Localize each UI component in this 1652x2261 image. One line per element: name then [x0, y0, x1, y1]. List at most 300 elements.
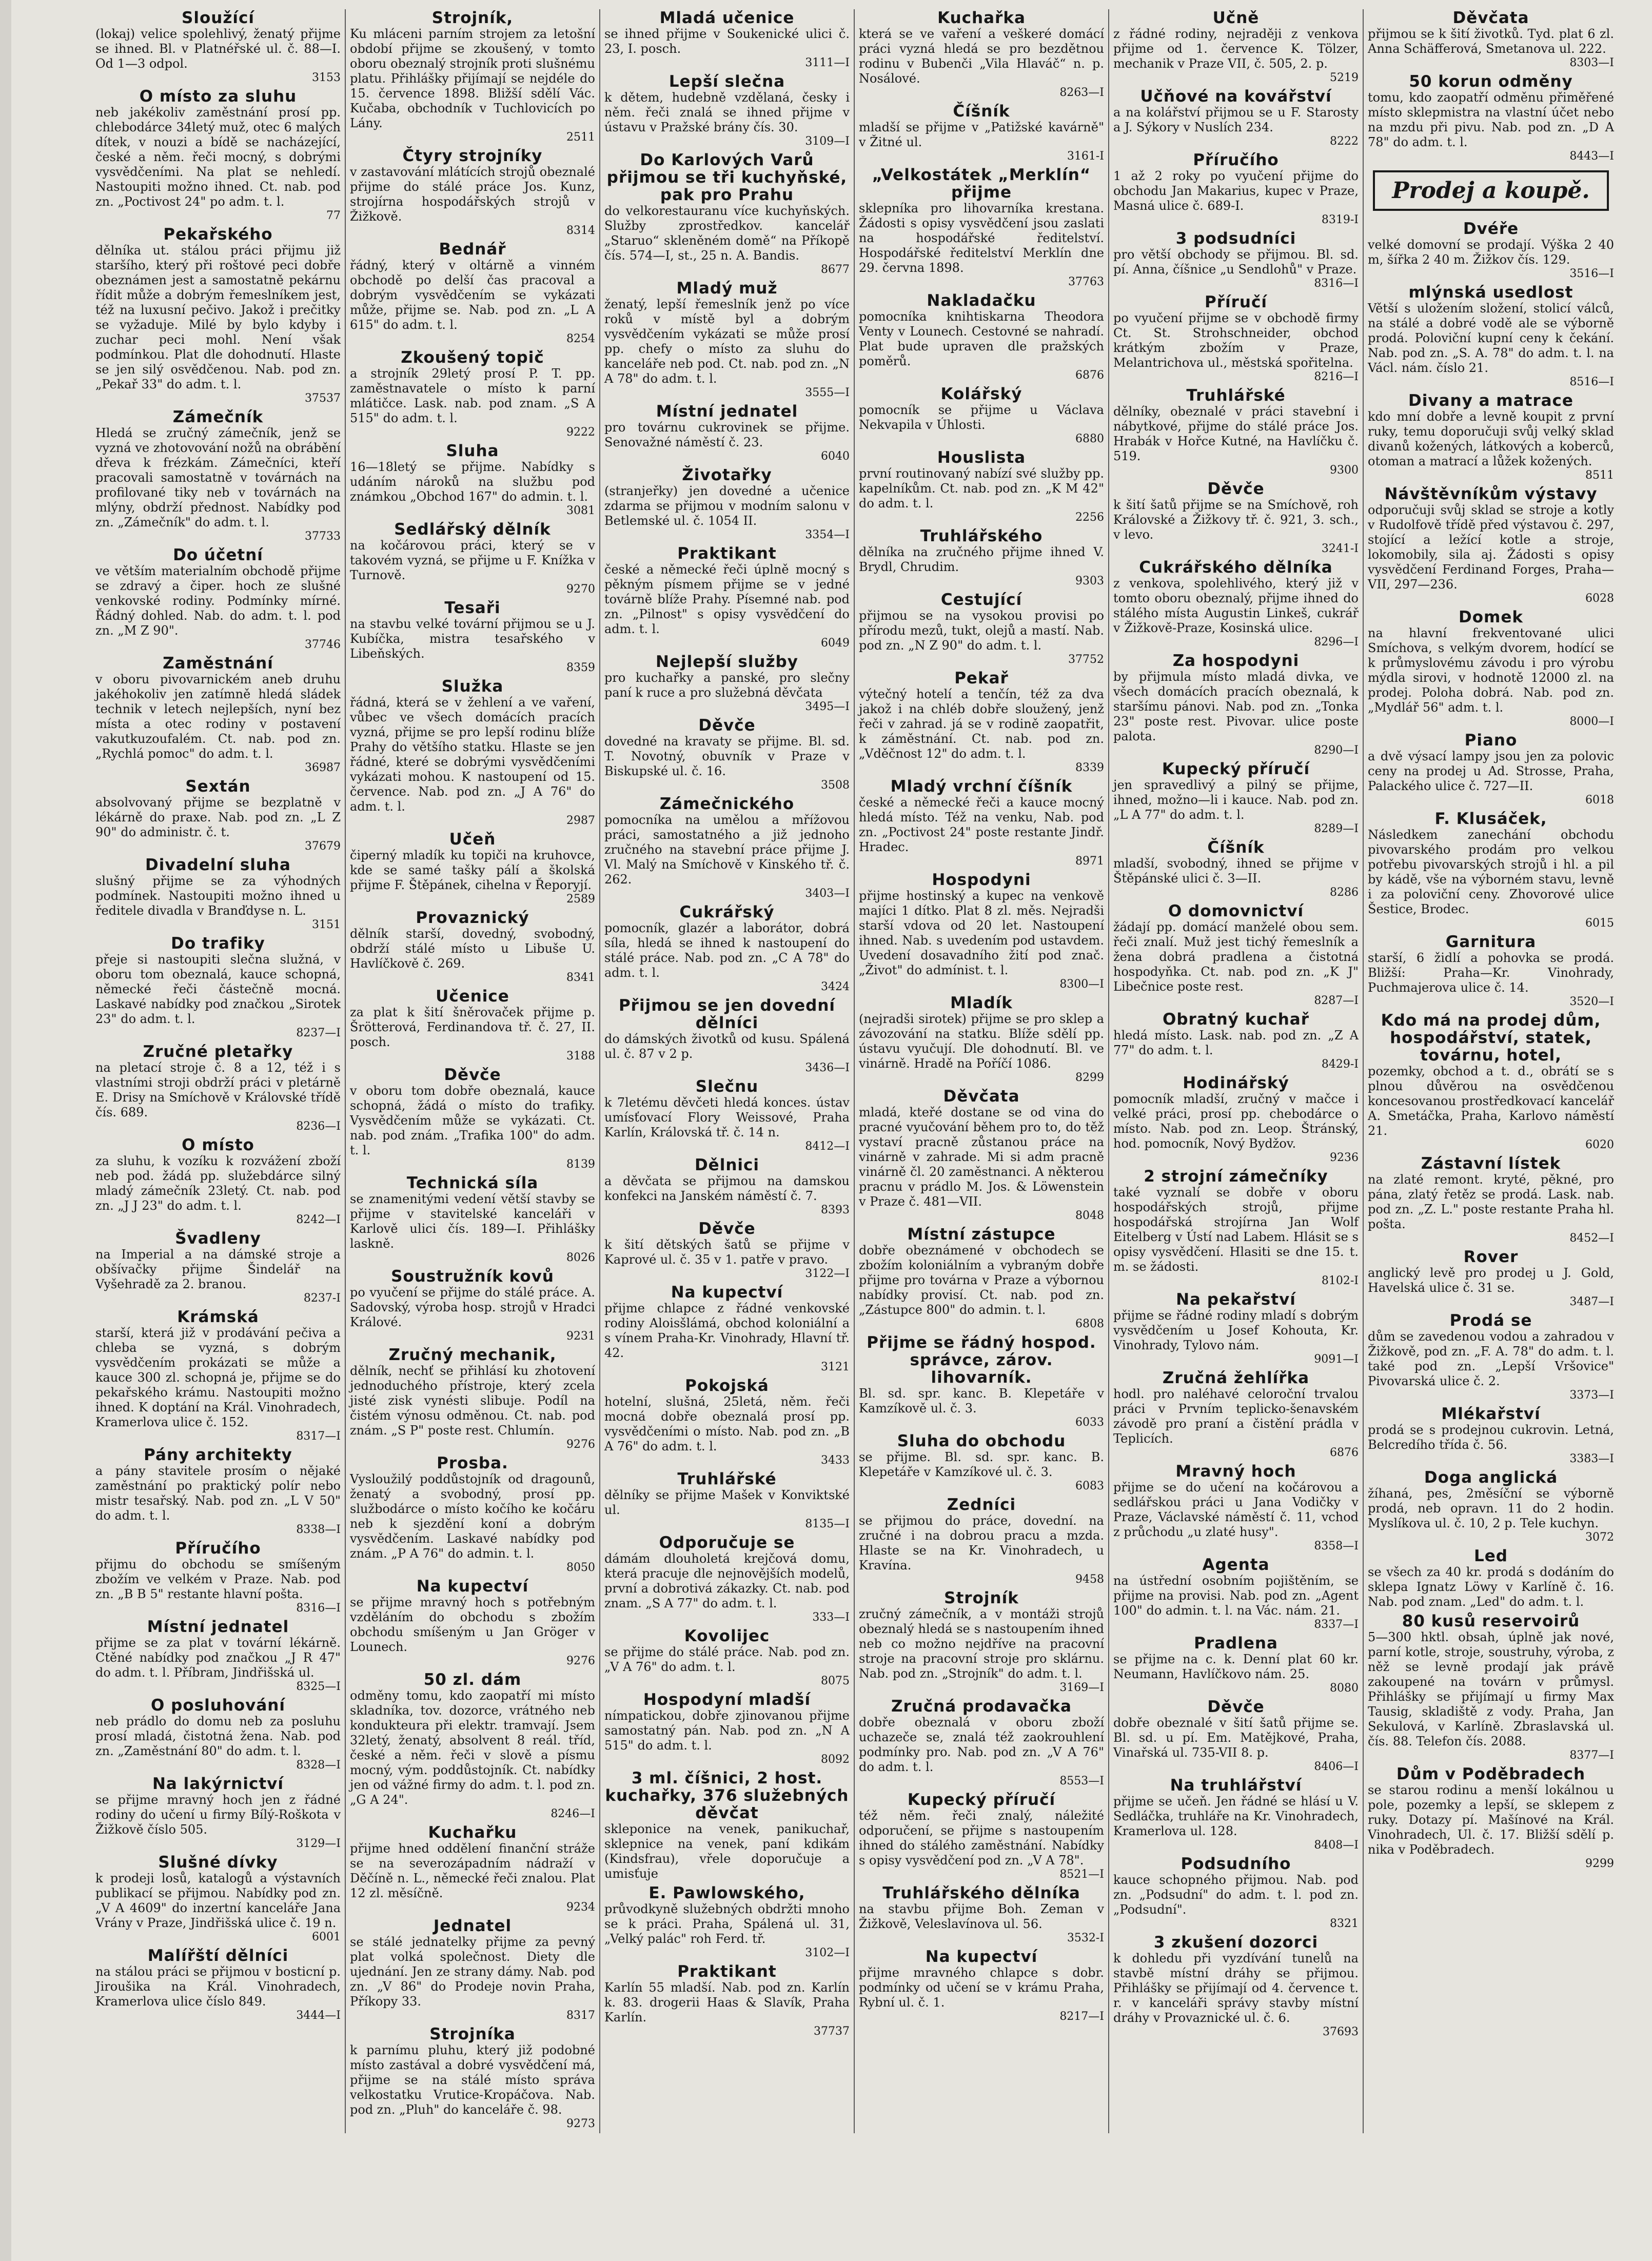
- ad-code: 9276: [566, 1655, 595, 1667]
- ad-code: 3122—I: [805, 1267, 850, 1280]
- ad-code: 9300: [1330, 464, 1359, 477]
- ad-heading: Strojník: [944, 1589, 1019, 1607]
- classified-ad: [350, 147, 595, 238]
- ad-heading: 50 zl. dám: [423, 1670, 522, 1689]
- ad-code: 8325—I: [296, 1680, 341, 1693]
- ad-text: a pány stavitele prosím o nějaké zaměstnání po praktický polír nebo mistr tesařský. Nab. pod zn. „L V 50" do adm. t. l.: [95, 1464, 341, 1523]
- classified-ad: [604, 1963, 850, 2038]
- ad-code: 8236—I: [296, 1120, 341, 1133]
- ad-code: 8242—I: [296, 1213, 341, 1226]
- classified-ad: [859, 1088, 1104, 1223]
- ad-heading: Sedlářský dělník: [394, 520, 551, 539]
- classified-ad: [1113, 1011, 1359, 1071]
- ad-text: Vysloužilý poddůstojník od dragounů, ženatý a svobodný, prosí pp. službodárce o místo kočího ke kočáru neb k sjezdění koní a dobrým vysvědčením. Laskavé nabídky pod znám. „P A 76" do admin. t. l.: [350, 1472, 595, 1561]
- ad-text: přijme hned oddělení finanční stráže se na severozápadním nádraží v Děčíně n. L., německé řeči znalou. Plat 12 zl. měsíčně.: [350, 1841, 595, 1900]
- ad-code: 9236: [1330, 1151, 1359, 1164]
- classified-ad: [95, 1618, 341, 1694]
- ad-text: zručný zámečník, a v montáži strojů obeznalý hledá se s nastoupením ihned neb co možno nejdříve na pracovní stroje na pracovní stroje pro sklárnu. Nab. pod zn. „Strojník" do adm. t. l.: [859, 1607, 1104, 1681]
- classified-ad: [95, 1043, 341, 1133]
- ad-text: se všech za 40 kr. prodá s dodáním do sklepa Ignatz Löwy v Karlíně č. 16. Nab. pod znam. „Led" do adm. t. l.: [1368, 1565, 1614, 1609]
- ad-heading: Pradlena: [1194, 1634, 1278, 1653]
- ad-text: neb jakékoliv zaměstnání prosí pp. chlebodárce 34letý muž, otec 6 malých dítek, v nouzi a bídě se nacházející, české a něm. řeči mocný, s dobrými vysvědčeními. Na plat se nehledí. Nastoupiti možno ihned. Ct. nab. pod zn. „Poctivost 24" po adm. t. l.: [95, 105, 341, 209]
- ad-code: 6015: [1585, 917, 1614, 930]
- ad-text: přijme hostinský a kupec na venkově majíci 1 dítko. Plat 8 zl. měs. Nejradši starší vdova od 20 let. Nastoupení ihned. Nab. s uvedením pod ustavdem. Uvedení dosavadního žití pod znač. „Život" do admínist. t. l.: [859, 889, 1104, 977]
- classified-ad: [95, 655, 341, 775]
- classified-ad: [859, 1948, 1104, 2023]
- ad-heading: Technická síla: [406, 1174, 539, 1192]
- ad-text: v oboru pivovarnickém aneb druhu jakéhokoliv jen zatímně hledá sládek technik v letech nejlepších, nyní bez místa a otec rodiny v postavení vakutkuzoufalém. Ct. nab. pod zn. „Rychlá pomoc" do adm. t. l.: [95, 672, 341, 761]
- ad-heading: mlýnská usedlost: [1408, 283, 1574, 302]
- ad-code: 8339: [1075, 761, 1104, 774]
- ad-text: se přijme mravný hoch s potřebným vzděláním do obchodu s zbožím obchodu smíšeným u Jan Gröger v Lounech.: [350, 1595, 595, 1654]
- ad-heading: Agenta: [1202, 1556, 1270, 1574]
- ad-heading: 3 zkušení dozorci: [1153, 1933, 1319, 1952]
- classified-ad: [604, 545, 850, 650]
- classified-ad: [1113, 387, 1359, 477]
- ad-text: hotelní, slušná, 25letá, něm. řeči mocná dobře obeznalá prosí pp. vysvědčeními o místo. Nab. pod zn. „B A 76" do adm. t. l.: [604, 1394, 850, 1453]
- ad-heading: Zámečník: [172, 408, 264, 426]
- ad-heading: 3 podsudníci: [1175, 229, 1296, 248]
- ad-code: 36987: [305, 761, 341, 774]
- ad-text: mladá, kteřé dostane se od vina do pracné vyučování během pro to, do těž vystaví pracně zůstanou práce na vinárně v zahrade. Mi si adm pracně vinárně čl. 20 zaměstnanci. A některou pracnu v prádlo M. Jos. & Löwenstein v Praze č. 481—VII.: [859, 1105, 1104, 1209]
- ad-text: přijme se do učení na kočárovou a sedlářskou práci u Jana Vodičky v Praze, Václavské náměstí č. 11, vchod z průchodu „u zlaté husy".: [1113, 1480, 1359, 1539]
- ad-heading: Mladík: [950, 994, 1013, 1012]
- ad-text: se ihned přijme v Soukenické ulici č. 23, I. posch.: [604, 27, 850, 56]
- ad-code: 3153: [312, 71, 341, 84]
- ad-text: tomu, kdo zaopatří odměnu přiměřené místo sklepmistra na vlastní účet nebo na mzdu při pivu. Nab. pod zn. „D A 78" do adm. t. l.: [1368, 90, 1614, 149]
- ad-heading: Jednatel: [433, 1917, 512, 1935]
- ad-code: 3169—I: [1059, 1681, 1104, 1694]
- ad-heading: Dvéře: [1463, 220, 1519, 238]
- classified-ad: [95, 1854, 341, 1944]
- ad-heading: F. Klusáček,: [1434, 810, 1547, 828]
- ad-text: (stranjeřky) jen dovedné a učenice zdarma se přijmou v modním salonu v Betlemské ul. č. 1054 II.: [604, 484, 850, 528]
- ad-code: 8290—I: [1314, 744, 1359, 757]
- ad-heading: Na lakýrnictví: [152, 1775, 284, 1793]
- ad-code: 8254: [566, 332, 595, 345]
- classified-ad: [604, 9, 850, 70]
- ad-text: čiperný mladík ku topiči na kruhovce, kde se samé tašky pálí a školská přijme F. Štěpánek, cihelna v Řeporyjí.: [350, 848, 595, 892]
- ad-text: k dětem, hudebně vzdělaná, česky i něm. řeči znalá se ihned přijme v ústavu v Pražské brány čís. 30.: [604, 90, 850, 134]
- ad-code: 6049: [821, 637, 850, 650]
- ad-code: 6040: [821, 450, 850, 463]
- ad-text: na pletací stroje č. 8 a 12, též i s vlastními stroji obdrží práci v pletárně E. Drisy na Smíchově v Královské třídě čís. 689.: [95, 1060, 341, 1119]
- classified-ad: [604, 403, 850, 463]
- ad-heading: Hospodyní mladší: [643, 1690, 811, 1709]
- ad-text: ženatý, lepší řemeslník jenž po více roků v místě byl a dobrým vysvědčením vykázati se může prosí pp. chefy o místo za sluhu do kanceláře neb pod. Ct. nab. pod zn. „N A 78" do adm. t. l.: [604, 297, 850, 386]
- ad-text: dělník starší, dovedný, svobodný, obdrží stálé místo u Libuše U. Havlíčkově č. 269.: [350, 927, 595, 971]
- column-2: [346, 9, 600, 2133]
- ad-heading: Malířští dělníci: [147, 1947, 289, 1965]
- ad-text: dobře obeznámené v obchodech se zbožím koloniálním a vybraným dobře přijme pro továrna v Praze a výbornou nabídky provisí. Ct. nab. pod zn. „Zástupce 800" do admin. t. l.: [859, 1243, 1104, 1317]
- classified-ad: [859, 1334, 1104, 1429]
- ad-heading: Do Karlových Varů přijmou se tři kuchyňské, pak pro Prahu: [606, 151, 848, 204]
- ad-code: 9299: [1585, 1857, 1614, 1870]
- ad-code: 3436—I: [805, 1061, 850, 1074]
- ad-text: dobře obeznalá v oboru zboží uchazeče se, znalá též zaokrouhlení podmínky pro. Nab. pod zn. „V A 76" do adm. t. l.: [859, 1715, 1104, 1774]
- ad-heading: Pány architekty: [144, 1446, 292, 1464]
- ad-code: 6018: [1585, 794, 1614, 807]
- classified-ad: [350, 2026, 595, 2131]
- classified-ad: [1113, 1855, 1359, 1931]
- classified-ad: [1113, 652, 1359, 757]
- ad-code: 8303—I: [1569, 56, 1614, 69]
- ad-text: na stavbu velké tovární přijmou se u J. Kubíčka, mistra tesařského v Libeňských.: [350, 617, 595, 661]
- classified-ad: [350, 1578, 595, 1668]
- ad-code: 6033: [1075, 1416, 1104, 1429]
- ad-text: dělník, nechť se přihlásí ku zhotovení jednoduchého přístroje, který zcela jisté zisk vynésti slibuje. Podíl na čistém výnosu odměnou. Ct. nab. pod znám. „S P" poste rest. Chlumín.: [350, 1364, 595, 1438]
- ad-code: 6001: [312, 1931, 341, 1943]
- classified-ad: [95, 408, 341, 543]
- ad-code: 8286: [1330, 886, 1359, 899]
- ad-text: Karlín 55 mladší. Nab. pod zn. Karlín k. 83. drogerii Haas & Slavík, Praha Karlín.: [604, 1980, 850, 2024]
- classified-ad: [859, 778, 1104, 868]
- ad-code: 8139: [566, 1158, 595, 1171]
- classified-ad: [1368, 1469, 1614, 1544]
- classified-ad: [859, 1496, 1104, 1586]
- classified-ad: [95, 1540, 341, 1615]
- classified-ad: [859, 994, 1104, 1085]
- ad-text: z venkova, spolehlivého, který již v tomto oboru obeznalý, přijme ihned do stálého místa Augustin Linkeš, cukrář v Žižkově-Praze, Kosinská ulice.: [1113, 576, 1359, 635]
- ad-code: 8452—I: [1569, 1232, 1614, 1245]
- ad-code: 3373—I: [1569, 1389, 1614, 1402]
- classified-ad: [859, 166, 1104, 289]
- ad-heading: „Velkostátek „Merklín“ přijme: [872, 166, 1091, 202]
- ad-text: pro továrnu cukrovinek se přijme. Senovažné náměstí č. 23.: [604, 420, 850, 449]
- ad-heading: Pekař: [954, 669, 1009, 687]
- ad-heading: Na kupectví: [416, 1577, 529, 1596]
- ad-text: pomocník se přijme u Václava Nekvapila v Úhlosti.: [859, 403, 1104, 432]
- ad-text: po vyučení se přijme do stálé práce. A. Sadovský, výroba hosp. strojů v Hradci Králové.: [350, 1285, 595, 1329]
- ad-code: 8296—I: [1314, 636, 1359, 648]
- ad-code: 3161-I: [1067, 150, 1104, 163]
- ad-heading: Doga anglická: [1424, 1468, 1558, 1487]
- ad-heading: 2 strojní zámečníky: [1144, 1167, 1328, 1186]
- ad-heading: Mladá učenice: [659, 9, 795, 27]
- classified-ad: [350, 349, 595, 439]
- classified-ad: [350, 521, 595, 596]
- ad-code: 9303: [1075, 575, 1104, 587]
- ad-heading: Mravný hoch: [1175, 1462, 1296, 1481]
- ad-heading: Provaznický: [416, 909, 529, 927]
- classified-ad: [350, 1917, 595, 2022]
- classified-ad: [95, 1308, 341, 1443]
- classified-ad: [1368, 485, 1614, 605]
- classified-ad: [1368, 732, 1614, 807]
- ad-text: přijme se učeň. Jen řádné se hlásí u V. Sedláčka, truhláře na Kr. Vinohradech, Kramerlova ul. 128.: [1113, 1794, 1359, 1838]
- ad-heading: Příručího: [1193, 151, 1279, 169]
- ad-heading: Zkoušený topič: [401, 348, 544, 367]
- ad-code: 3129—I: [296, 1837, 341, 1850]
- classified-ad: [604, 795, 850, 900]
- ad-code: 8237-I: [303, 1292, 341, 1305]
- ad-code: 8337—I: [1314, 1618, 1359, 1631]
- ad-heading: Dům v Poděbradech: [1396, 1765, 1586, 1783]
- ad-heading: Cukrářský: [679, 903, 775, 921]
- ad-text: se přijme do stálé práce. Nab. pod zn. „V A 76" do adm. t. l.: [604, 1645, 850, 1674]
- ad-code: 8338—I: [296, 1523, 341, 1536]
- ad-heading: Zručná žehlířka: [1162, 1369, 1310, 1387]
- ad-text: odměny tomu, kdo zaopatří mi místo skladníka, tov. dozorce, vrátného neb kondukteura při elektr. tramvají. Jsem 32letý, ženatý, absolvent 8 reál. tříd, české a něm. řeči v slově a písmu mocný, vým. poddůstojník. Ct. nabídky jen od vážné firmy do adm. t. l. pod zn. „G A 24".: [350, 1688, 595, 1807]
- ad-text: pozemky, obchod a t. d., obrátí se s plnou důvěrou na osvědčenou koncesovanou prostředkovací kancelář A. Smetáčka, Praha, Karlovo náměstí 21.: [1368, 1064, 1614, 1138]
- classified-ad: [1368, 933, 1614, 1009]
- ad-text: ve větším materialním obchodě přijme se zdravý a čiper. hoch ze slušné venkovské rodiny. Podmínky mírné. Řádný dohled. Nab. do adm. t. l. pod zn. „M Z 90".: [95, 564, 341, 638]
- ad-heading: Děvče: [698, 716, 756, 735]
- ad-code: 8511: [1585, 469, 1614, 482]
- classified-ad: [604, 1156, 850, 1217]
- classified-ad: [604, 466, 850, 542]
- ad-heading: Divany a matrace: [1408, 391, 1574, 410]
- ad-code: 8299: [1075, 1071, 1104, 1084]
- ad-code: 37746: [305, 638, 341, 651]
- ad-text: po vyučení přijme se v obchodě firmy Ct. St. Strohschneider, obchod krátkým zbožím v Praze, Melantrichova ul., městská spořitelna.: [1113, 311, 1359, 370]
- ad-heading: Pekařského: [163, 225, 273, 244]
- ad-heading: Číšník: [953, 102, 1010, 121]
- ad-text: se přijme. Bl. sd. spr. kanc. B. Klepetáře v Kamzíkové ul. č. 3.: [859, 1450, 1104, 1479]
- ad-code: 8314: [566, 224, 595, 237]
- ad-text: odporučuji svůj sklad se stroje a kotly v Rudolfově třídě před výstavou č. 297, stojící a ležící kotle a stroje, lokomobily, sila aj. Žádosti s opisy vysvědčení Ferdinand Forges, Praha—VII, 297—236.: [1368, 503, 1614, 592]
- classified-ad: [1113, 1074, 1359, 1165]
- ad-code: 3444—I: [296, 2009, 341, 2022]
- classified-ad: [350, 1268, 595, 1343]
- classified-ad: [604, 997, 850, 1075]
- ad-text: za sluhu, k vozíku k rozvážení zboží neb pod. žádá pp. služebdárce silný mladý zámečník 23letý. Ct. nab. pod zn. „J J 23" do adm. t. l.: [95, 1154, 341, 1213]
- ad-text: dělníka ut. stálou práci přijmu již staršího, který při roštové peci dobře obeznámen jest a samostatně pekárnu řídit může a dobrým řemeslníkem jest, též na luxusní pečivo. Jakož i prečitky se vyžaduje. Milé by bylo kdyby i zuchar peci mohl. Není však podmínkou. Plat dle dohodnutí. Hlaste se jen silý osvědčenou. Nab. pod zn. „Pekař 33" do adm. t. l.: [95, 243, 341, 391]
- ad-code: 9458: [1075, 1573, 1104, 1586]
- classified-ad: [859, 9, 1104, 100]
- ad-heading: Děvče: [698, 1220, 756, 1238]
- ad-code: 3424: [821, 980, 850, 993]
- ad-code: 8287—I: [1314, 994, 1359, 1007]
- ad-text: 1 až 2 roky po vyučení přijme do obchodu Jan Makarius, kupec v Praze, Masná ulice č. 689-I.: [1113, 169, 1359, 213]
- ad-text: dobře obeznalé v šití šatů přijme se. Bl. sd. u pí. Em. Matějkové, Praha, Vinařská ul. 735-VII 8. p.: [1113, 1716, 1359, 1760]
- ad-text: starší, 6 židlí a pohovka se prodá. Bližší: Praha—Kr. Vinohrady, Puchmajerova ulice č. 14.: [1368, 951, 1614, 995]
- ad-heading: Prodá se: [1449, 1311, 1532, 1330]
- classified-ad: [350, 831, 595, 906]
- ad-code: 8328—I: [296, 1759, 341, 1772]
- ad-heading: Mladý muž: [676, 279, 778, 298]
- ad-heading: Cukrářského dělníka: [1139, 558, 1333, 577]
- classified-ad: [350, 1671, 595, 1821]
- ad-text: (nejradši sirotek) přijme se pro sklep a závozování na statku. Blíže sdělí pp. ústavu vyučují. Dle dohodnutí. Bl. ve vinárně. Hradě na Poříčí 1086.: [859, 1012, 1104, 1071]
- ad-text: slušný přijme se za výhodných podmínek. Nastoupiti možno ihned u ředitele divadla v Branďdyse n. L.: [95, 874, 341, 918]
- ad-code: 3383—I: [1569, 1452, 1614, 1465]
- ad-text: řádná, která se v žehlení a ve vaření, vůbec ve všech domácích pracích vyzná, přijme se pro lepší rodinu blíže Prahy do většího statku. Hlaste se jen řádné, které se dobrými vysvědčeními vykázati mohou. K nastoupení od 15. července. Nab. pod zn. „J A 76" do adm. t. l.: [350, 695, 595, 814]
- ad-text: v oboru tom dobře obeznalá, kauce schopná, žádá o místo do trafiky. Vysvědčením může se vykázati. Ct. nab. pod znám. „Trafika 100" do adm. t. l.: [350, 1084, 595, 1157]
- ad-code: 3111—I: [805, 56, 850, 69]
- ad-heading: Truhlářského: [920, 527, 1043, 545]
- ad-code: 8050: [566, 1561, 595, 1574]
- ad-heading: Truhlářského dělníka: [882, 1884, 1080, 1902]
- ad-code: 8080: [1330, 1682, 1359, 1695]
- ad-text: k parnímu pluhu, který již podobné místo zastával a dobré vysvědčení má, přijme se na stálé místo správa velkostatku Vrutice-Kropáčova. Nab. pod zn. „Pluh" do kanceláře č. 98.: [350, 2043, 595, 2117]
- classified-ad: [604, 1220, 850, 1281]
- classified-ad: [95, 546, 341, 652]
- ad-code: 8359: [566, 661, 595, 674]
- ad-heading: Kolářský: [940, 385, 1022, 403]
- ad-code: 3102—I: [805, 1947, 850, 1959]
- classified-ad: [604, 280, 850, 400]
- ad-code: 8216—I: [1314, 370, 1359, 383]
- ad-code: 3241-I: [1321, 542, 1359, 555]
- ad-text: 5—300 hktl. obsah, úplně jak nové, parní kotle, stroje, soustruhy, výroba, z něž se levně prodají jak právě zakoupené na továrn v průmysl. Přihlášky se přijímají u firmy Max Tausig, skladiště z vody. Praha, Jan Sekulová, v Karlíně. Zbraslavská ul. čís. 88. Telefon čís. 2088.: [1368, 1630, 1614, 1748]
- ad-text: též něm. řeči znalý, náležité odporučení, se přijme s nastoupením ihned do stálého zaměstnání. Nabídky s opisy vysvědčení pod zn. „V A 78".: [859, 1808, 1104, 1867]
- ad-code: 6083: [1075, 1480, 1104, 1492]
- ad-code: 8516—I: [1569, 376, 1614, 388]
- ad-heading: Kdo má na prodej dům, hospodářství, statek, továrnu, hotel,: [1381, 1011, 1601, 1065]
- ad-heading: Mladý vrchní číšník: [890, 777, 1073, 796]
- classified-ad: [95, 1230, 341, 1305]
- ad-heading: Hodinářský: [1183, 1074, 1289, 1092]
- ad-code: 6880: [1075, 432, 1104, 445]
- ad-text: se přijme na c. k. Denní plat 60 kr. Neumann, Havlíčkovo nám. 25.: [1113, 1652, 1359, 1681]
- ad-heading: Prosba.: [437, 1454, 508, 1472]
- classified-ad: [859, 1432, 1104, 1493]
- ad-text: české a německé řeči a kauce mocný hledá místo. Též na venku, Nab. pod zn. „Poctivost 24" poste restante Jindř. Hradec.: [859, 795, 1104, 854]
- classified-ad: [1113, 1556, 1359, 1631]
- classified-ad: [350, 678, 595, 828]
- classified-ad: [1113, 151, 1359, 227]
- classified-ad: [859, 103, 1104, 163]
- classified-ad: [604, 1470, 850, 1531]
- classified-ad: [604, 1627, 850, 1688]
- ad-text: Větší s uložením složení, stolicí válců, na stálé a dobré vodě ale se výborně prodá. Poloviční kupní ceny k čekání. Nab. pod zn. „S. A. 78" do adm. t. l. na Václ. nám. číslo 21.: [1368, 301, 1614, 375]
- ad-heading: Strojník,: [431, 9, 514, 27]
- ad-text: mladší se přijme v „Patižské kavárně" v Žitné ul.: [859, 120, 1104, 149]
- ad-code: 3109—I: [805, 135, 850, 148]
- column-6: [1364, 9, 1618, 2133]
- ad-text: dělníky se přijme Mašek v Konviktské ul.: [604, 1488, 850, 1517]
- ad-code: 3516—I: [1569, 267, 1614, 280]
- classified-ad: [859, 292, 1104, 382]
- ad-heading: Strojníka: [429, 2025, 516, 2043]
- ad-text: k šití dětských šatů se přijme v Kaprové ul. č. 35 v 1. patře v pravo.: [604, 1237, 850, 1267]
- classified-ad: [350, 1174, 595, 1265]
- ad-text: pomocníka knihtiskarna Theodora Venty v Lounech. Cestovné se nahradí. Plat bude upraven dle pražských poměrů.: [859, 309, 1104, 368]
- column-5: [1109, 9, 1364, 2133]
- classified-ad: [95, 935, 341, 1040]
- ad-heading: Na kupectví: [925, 1948, 1038, 1966]
- ad-code: 3555—I: [805, 386, 850, 399]
- classified-ad: [1113, 1635, 1359, 1695]
- classified-ad: [1368, 392, 1614, 482]
- ad-heading: Zástavní lístek: [1421, 1154, 1561, 1173]
- ad-code: 3487—I: [1569, 1295, 1614, 1308]
- ad-code: 8102-I: [1321, 1274, 1359, 1287]
- ad-heading: Zámečnického: [659, 795, 795, 813]
- ad-code: 8971: [1075, 855, 1104, 868]
- ad-heading: Kovolijec: [684, 1627, 770, 1645]
- ad-heading: Piano: [1464, 731, 1518, 750]
- ad-code: 3072: [1585, 1531, 1614, 1544]
- ad-heading: Životařky: [682, 466, 772, 484]
- ad-heading: Přijmou se jen dovední dělníci: [618, 996, 836, 1032]
- ad-heading: Slušné dívky: [158, 1853, 278, 1872]
- classified-ad: [95, 226, 341, 405]
- ad-heading: Nejlepší služby: [656, 653, 798, 671]
- classified-ad: [350, 9, 595, 144]
- ad-code: 8677: [821, 263, 850, 276]
- classified-ad: [1113, 1369, 1359, 1460]
- classified-ad: [1113, 293, 1359, 384]
- ad-text: by přijmula místo mladá divka, ve všech domácích pracích obeznalá, k staršímu pánovi. Nab. pod zn. „Tonka 23" poste rest. Pivovar. ulice poste palota.: [1113, 670, 1359, 743]
- ad-text: se starou rodinu a menší lokálnou u pole, pozemky a lepší, se sklepem z ruky. Dotazy pí. Mašínové na Král. Vinohradech, Ul. č. 17. Bližší sdělí p. nika v Poděbradech.: [1368, 1783, 1614, 1857]
- ad-heading: Děvčata: [943, 1087, 1020, 1106]
- ad-heading: Na truhlářství: [1170, 1776, 1302, 1795]
- ad-heading: Bednář: [439, 240, 506, 259]
- ad-code: 8341: [566, 971, 595, 984]
- ad-text: velké domovní se prodají. Výška 2 40 m, šířka 2 40 m. Žižkov čís. 129.: [1368, 238, 1614, 267]
- classified-ad: [95, 1947, 341, 2022]
- classified-ad: [604, 151, 850, 277]
- classified-ad: [1113, 559, 1359, 649]
- ad-code: 8135—I: [805, 1518, 850, 1530]
- ad-text: se stálé jednatelky přijme za pevný plat volká společnost. Diety dle ujednání. Jen ze strany dámy. Nab. pod zn. „V 86" do Prodeje novin Praha, Příkopy 33.: [350, 1935, 595, 2009]
- ad-code: 3433: [821, 1454, 850, 1467]
- ad-text: absolvovaný přijme se bezplatně v lékárně do praxe. Nab. pod zn. „L Z 90" do administr. č. t.: [95, 795, 341, 839]
- ad-code: 8553—I: [1059, 1775, 1104, 1787]
- ad-text: dámám dlouholetá krejčová domu, která pracuje dle nejnovějších modelů, první a dobrotivá zákazky. Ct. nab. pod znam. „S A 77" do adm. t. l.: [604, 1551, 850, 1610]
- ad-code: 2589: [566, 893, 595, 906]
- ad-text: a dvě výsací lampy jsou jen za polovic ceny na prodej u Ad. Strosse, Praha, Palackého ulice č. 727—II.: [1368, 749, 1614, 793]
- classified-ad: [1368, 1312, 1614, 1402]
- classified-ad: [859, 1226, 1104, 1331]
- ad-columns: [91, 9, 1619, 2133]
- ad-code: 77: [326, 209, 341, 222]
- ad-heading: Truhlářské: [677, 1470, 777, 1488]
- ad-heading: Děvče: [444, 1066, 501, 1084]
- ad-code: 3081: [566, 504, 595, 517]
- ad-heading: Přijme se řádný hospod. správce, zárov. lihovarník.: [867, 1333, 1096, 1387]
- classified-ad: [350, 1454, 595, 1575]
- classified-ad: [95, 856, 341, 932]
- ad-code: 8048: [1075, 1209, 1104, 1222]
- classified-ad: [350, 1346, 595, 1451]
- ad-heading: Děvče: [1207, 480, 1265, 498]
- classified-ad: [604, 653, 850, 714]
- ad-code: 8263—I: [1059, 86, 1104, 99]
- ad-text: výtečný hotelí a tenčín, též za dva jakož i na chléb dobře sloužený, jenž řeči v zahrad. já se v rodině zaopatřit, k záměstnání. Ct. nab. pod zn. „Vděčnost 12" do adm. t. l.: [859, 687, 1104, 761]
- ad-code: 6020: [1585, 1138, 1614, 1151]
- ad-code: 3121: [821, 1361, 850, 1373]
- ad-code: 8316—I: [296, 1602, 341, 1615]
- ad-code: 2987: [566, 814, 595, 827]
- ad-heading: Cestující: [940, 591, 1022, 609]
- ad-text: žíhaná, pes, 2měsíční se výborně prodá, neb opravn. 11 do 2 hodin. Myslíkova ul. č. 10, 2 p. Tele kuchyn.: [1368, 1486, 1614, 1530]
- ad-code: 37679: [305, 840, 341, 853]
- ad-heading: Do účetní: [173, 546, 263, 564]
- ad-text: (lokaj) velice spolehlivý, ženatý přijme se ihned. Bl. v Platnéřské ul. č. 88—I. Od 1—3 odpol.: [95, 27, 341, 71]
- ad-text: přijmu do obchodu se smíšeným zbožím ve velkém v Praze. Nab. pod zn. „B B 5" restante hlavní pošta.: [95, 1557, 341, 1601]
- ad-text: a strojník 29letý prosí P. T. pp. zaměstnavatele o místo k parní mlátičce. Lask. nab. pod znam. „S A 515" do adm. t. l.: [350, 366, 595, 425]
- ad-heading: Krámská: [177, 1308, 259, 1326]
- classified-ad: [604, 1534, 850, 1624]
- ad-heading: Soustružník kovů: [391, 1267, 554, 1286]
- ad-text: anglický levě pro prodej u J. Gold, Havelská ulice č. 31 se.: [1368, 1266, 1614, 1295]
- ad-heading: Truhlářské: [1186, 386, 1286, 405]
- ad-heading: 50 korun odměny: [1409, 72, 1573, 91]
- classified-ad: [859, 527, 1104, 588]
- ad-code: 8316—I: [1314, 277, 1359, 290]
- ad-text: k prodeji losů, katalogů a výstavních publikací se přijmou. Nabídky pod zn. „V A 4609" do inzertní kanceláře Jana Vrány v Praze, Jindřišská ulice č. 19 n.: [95, 1871, 341, 1930]
- ad-code: 8317: [566, 2009, 595, 2022]
- classified-ad: [350, 1066, 595, 1171]
- ad-heading: Sextán: [185, 777, 251, 796]
- classified-ad: [95, 88, 341, 223]
- ad-heading: Zedníci: [947, 1496, 1016, 1514]
- ad-code: 9222: [566, 426, 595, 439]
- ad-code: 9270: [566, 583, 595, 596]
